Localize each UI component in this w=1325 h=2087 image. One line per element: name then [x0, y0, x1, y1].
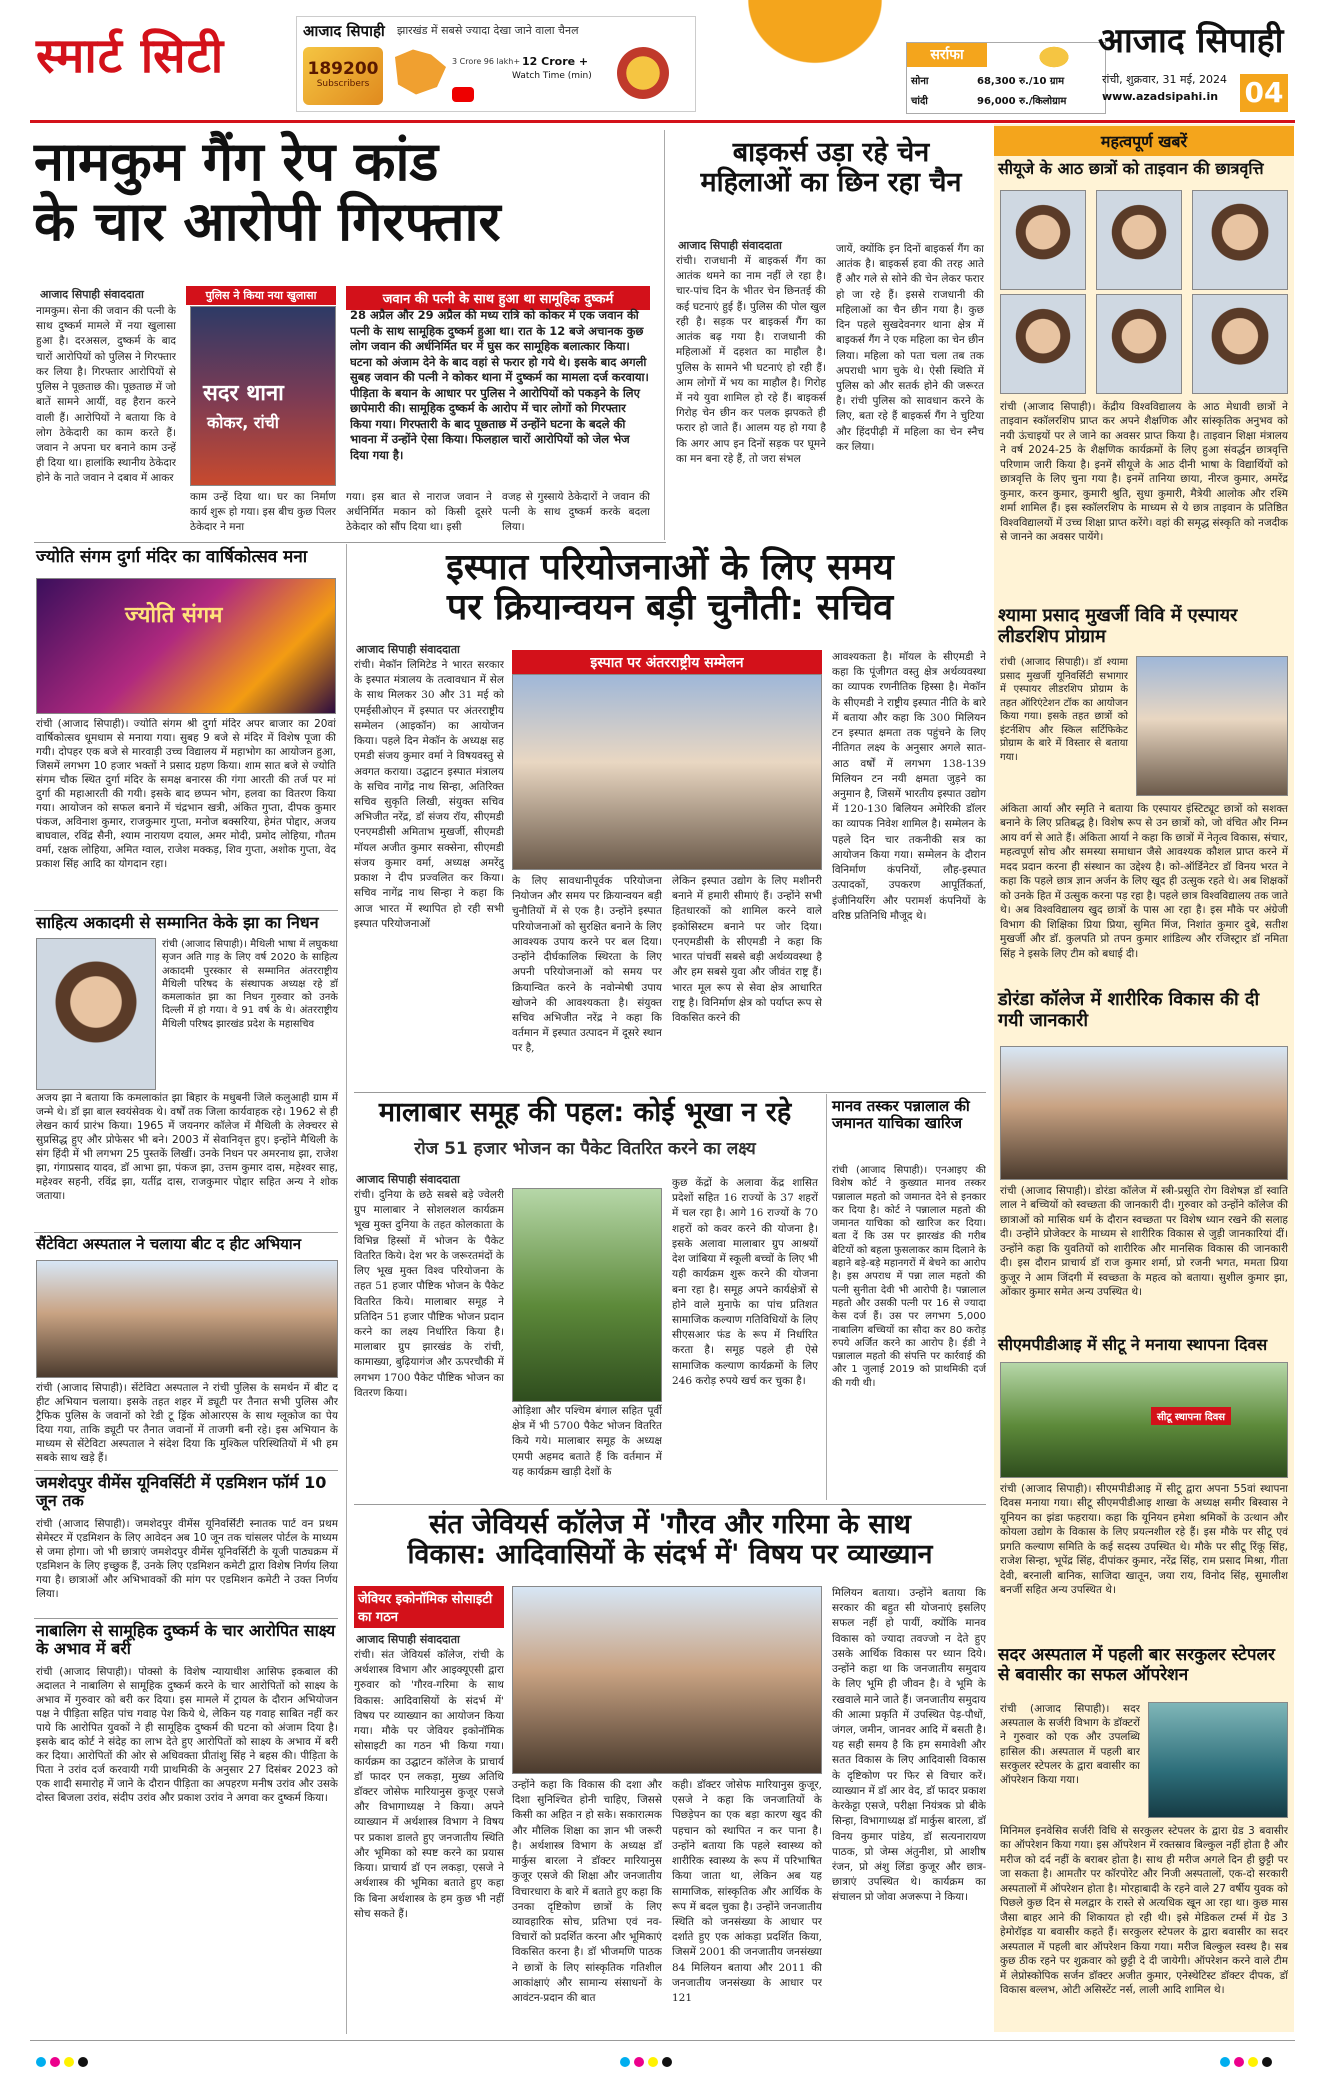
malabar-photo [512, 1188, 662, 1402]
ispat-col2: के लिए सावधानीपूर्वक परियोजना नियोजन और समय पर क्रियान्वयन बड़ी चुनौतियों में से एक है। उन्होंने इस्पात परियोजनाओं को सुरक्षित बनाने के लिए आवश्यक उपाय करने पर बल दिया। उन्होंने दीर्घकालिक स्थिरता के लिए अपनी परियोजनाओं को समय पर क्रियान्वित करने के नवोन्मेषी उपाय खोजने की आवश्यकता है। संयुक्त सचिव अभिजीत नरेंद्र ने कहा कि वर्तमान में इस्पात उत्पादन में दूसरे स्थान पर है, [512, 875, 662, 1055]
footer-rule [30, 2040, 1295, 2041]
malabar-headline: मालाबार समूह की पहल: कोई भूखा न रहे [378, 1097, 792, 1128]
jyoti-headline: ज्योति संगम दुर्गा मंदिर का वार्षिकोत्सव मना [36, 547, 308, 567]
sadar-body: मिनिमल इनवेसिव सर्जरी विधि से सरकुलर स्टेपलर के द्वारा ग्रेड 3 बवासीर का ऑपरेशन किया गया। इस ऑपरेशन में रक्तस्राव बिल्कुल नहीं होता है और मरीज को दर्द नहीं के बराबर होता है। साथ ही मरीज अगले दिन ही छुट्टी पर जा सकता है। आमतौर पर कॉरपोरेट और निजी अस्पतालों, एक-दो सरकारी अस्पतालों में ऑपरेशन होता है। मोरहाबादी के रहने वाले 27 वर्षीय युवक को पिछले कुछ दिन से मलद्वार के रास्ते से अत्यधिक खून आ रहा था। कुछ मास जैसा बाहर आने की शिकायत हो रही थी। इसे मेडिकल टर्म्स में ग्रेड 3 हेमोरॉइड या बवासीर कहते हैं। सरकुलर स्टेपलर के द्वारा बवासीर का सदर अस्पताल में पहली बार ऑपरेशन किया गया। मरीज बिल्कुल स्वस्थ है। सब कुछ ठीक रहने पर शुक्रवार को छुट्टी दे दी जायेगी। ऑपरेशन करने वाले टीम में लेप्रोस्कोपिक सर्जन डॉक्टर अजीत कुमार, एनेस्थेटिस्ट डॉक्टर दीपक, डॉ विकास बल्लभ, ओटी असिस्टेंट नर्स, लाली आदि शामिल थे। [1000, 1825, 1288, 1997]
xavier-headline-line2: विकास: आदिवासियों के संदर्भ में' विषय पर व्याख्यान [407, 1539, 933, 1571]
cuj-body: रांची (आजाद सिपाही)। केंद्रीय विश्वविद्यालय के आठ मेधावी छात्रों ने ताइवान स्कॉलरशिप प्राप्त कर अपने शैक्षणिक और सांस्कृतिक अनुभव को नयी ऊंचाइयों पर ले जाने का अवसर प्राप्त किया है। ताइवान शिक्षा मंत्रालय ने वर्ष 2024-25 के शैक्षणिक कार्यक्रमों के लिए हुआ संवर्द्धन छात्रवृत्ति परिणाम जारी किया है। इनमें सीयूजे के आठ दीनी भाषा के विद्यार्थियों को छात्रवृत्ति के लिए चुना गया है। इनमें तानिया छाया, नीरज कुमार, अमरेंद्र कुमार, करन कुमार, कुमारी श्रुति, सुधा कुमारी, मैत्रेयी आलोक और रश्मि शर्मा शामिल हैं। इस स्कॉलरशिप के माध्यम से ये छात्र ताइवान के प्रतिष्ठित विश्वविद्यालयों में उच्च शिक्षा प्राप्त करेंगे। वहां की समृद्ध संस्कृति को नजदीक से जानने का अवसर पायेंगे। [1000, 401, 1288, 544]
sahitya-portrait [36, 938, 156, 1090]
xavier-col1: रांची। संत जेवियर्स कॉलेज, रांची के अर्थशास्त्र विभाग और आइक्यूएसी द्वारा गुरुवार को 'गौरव-गरिमा के साथ विकास: आदिवासियों के संदर्भ में' विषय पर व्याख्यान का आयोजन किया गया। मौके पर जेवियर इकोनॉमिक सोसाइटी का गठन भी किया गया। कार्यक्रम का उद्घाटन कॉलेज के प्राचार्य डॉ फादर एन लकड़ा, मुख्य अतिथि डॉक्टर जोसेफ मारियानुस कुजूर एसजे और विभागाध्यक्ष ने किया। अपने व्याख्यान में अर्थशास्त्र विभाग ने विषय पर प्रकाश डालते हुए जनजातीय स्थिति और भूमिका को स्पष्ट करने का प्रयास किया। प्राचार्य डॉ एन लकड़ा, एसजे ने अर्थशास्त्र की भूमिका बताते हुए कहा कि बिना अर्थशास्त्र के हम कुछ भी नहीं सोच सकते हैं। [354, 1649, 504, 1920]
doranda-headline: डोरंडा कॉलेज में शारीरिक विकास की दी गयी जानकारी [998, 989, 1260, 1031]
ispat-photo [512, 674, 822, 870]
award-badge-icon [617, 47, 669, 99]
tasker-divider [826, 1094, 827, 1500]
ispat-headline-line2: पर क्रियान्वयन बड़ी चुनौती: सचिव [446, 587, 894, 629]
cuj-photo-4 [1000, 294, 1086, 394]
cuj-photo-2 [1096, 190, 1182, 290]
date-line: रांची, शुक्रवार, 31 मई, 2024 [1102, 73, 1228, 86]
doranda-body: रांची (आजाद सिपाही)। डोरंडा कॉलेज में स्त्री-प्रसूति रोग विशेषज्ञ डॉ स्वाति लाल ने बच्चियों को स्वच्छता की जानकारी दी। गुरुवार को उन्होंने कॉलेज की छात्राओं को मासिक धर्म के दौरान स्वच्छता पर विशेष ध्यान रखने की सलाह दी। उन्होंने प्रोजेक्टर के माध्यम से शारीरिक विकास से जुड़ी जानकारियां दीं। उन्होंने कहा कि युवतियों को शारीरिक और मानसिक विकास की जानकारी दी। इस दौरान प्राचार्य डॉ राज कुमार शर्मा, प्रो रजनी भगत, ममता प्रिया कुजूर ने आम जिंदगी में स्वच्छता के महत्व को बताया। सुशील कुमार झा, ओंकार कुमार समेत अन्य उपस्थित थे। [1000, 1185, 1288, 1299]
lead-headline-line2: के चार आरोपी गिरफ्तार [34, 190, 501, 254]
masthead [0, 0, 1325, 118]
masthead-rule [30, 120, 1295, 123]
nabalig-headline: नाबालिग से सामूहिक दुष्कर्म के चार आरोपित साक्ष्य के अभाव में बरी [36, 1621, 336, 1658]
cmpdi-headline: सीएमपीडीआइ में सीटू ने मनाया स्थापना दिवस [998, 1335, 1268, 1354]
bikers-headline-line2: महिलाओं का छिन रहा चैन [700, 167, 962, 199]
ad-watch: 12 Crore + [522, 55, 589, 68]
ispat-col4: आवश्यकता है। मॉयल के सीएमडी ने कहा कि पूंजीगत वस्तु क्षेत्र अर्थव्यवस्था का व्यापक रणनीतिक हिस्सा है। मेकॉन के सीएमडी ने राष्ट्रीय इस्पात नीति के बारे में बताया और कहा कि 300 मिलियन टन इस्पात क्षमता तक पहुंचने के लिए नीतिगत लक्ष्य के अनुसार अगले सात-आठ वर्षों में लगभग 138-139 मिलियन टन नयी क्षमता जुड़ने का अनुमान है, जिसमें भारतीय इस्पात उद्योग में 120-130 बिलियन अमेरिकी डॉलर का व्यापक निवेश शामिल है। सम्मेलन के पहले दिन चार तकनीकी सत्र का आयोजन किया गया। सम्मेलन के दौरान विनिर्माण कंपनियों, लौह-इस्पात उत्पादकों, उपकरण आपूर्तिकर्ता, इंजीनियरिंग और परामर्श कंपनियों के वरिष्ठ प्रतिनिधि मौजूद थे। [832, 651, 986, 922]
lead-photo-label: पुलिस ने किया नया खुलासा [186, 286, 336, 305]
website: www.azadsipahi.in [1102, 90, 1219, 103]
lead-col4: वजह से गुस्साये ठेकेदारों ने जवान की पत्नी के साथ दुष्कर्म करके बदला लिया। [502, 491, 650, 534]
registration-marks-center [620, 2052, 676, 2071]
xavier-headline [354, 1510, 986, 1570]
smpu-photo [1136, 656, 1288, 796]
jamshedpur-headline: जमशेदपुर वीमेंस यूनिवर्सिटी में एडमिशन फॉर्म 10 जून तक [36, 1473, 327, 1510]
ispat-headline [354, 548, 986, 629]
malabar-byline: आजाद सिपाही संवाददाता [356, 1173, 460, 1186]
lead-headline [34, 132, 654, 253]
bullion-label: सर्राफा [907, 43, 987, 67]
left-rule-2 [34, 910, 338, 911]
gold-price: 68,300 रु./10 ग्राम [977, 76, 1065, 87]
page-number: 04 [1240, 74, 1288, 112]
bikers-byline: आजाद सिपाही संवाददाता [678, 239, 782, 252]
xavier-col3: कही। डॉक्टर जोसेफ मारियानुस कुजूर, एसजे ने कहा कि जनजातियों के पिछड़ेपन का एक बड़ा कारण खुद की पहचान को स्थापित न कर पाना है। उन्होंने बताया कि पहले स्वास्थ्य को शारीरिक स्वास्थ्य के रूप में परिभाषित किया जाता था, लेकिन अब यह सामाजिक, सांस्कृतिक और आर्थिक के रूप में बदल चुका है। उन्होंने जनजातीय स्थिति को जनसंख्या के आधार पर दर्शाते हुए एक आंकड़ा प्रदर्शित किया, जिसमें 2001 की जनजातीय जनसंख्या 84 मिलियन बताया और 2011 की जनजातीय जनसंख्या के आधार पर 121 [672, 1779, 822, 2005]
sahitya-body: अजय झा ने बताया कि कमलाकांत झा बिहार के मधुबनी जिले कलुआही ग्राम में जन्मे थे। डॉ झा बाल स्वयंसेवक थे। वर्षों तक जिला कार्यवाहक रहे। 1962 से ही लेखन कार्य प्रारंभ किया। 1965 में जयनगर कॉलेज में मैथिली के लेक्चरर से सुप्रसिद्ध हुए और प्रोफेसर भी बने। 2003 में सेवानिवृत्त हुए। इन्होंने मैथिली के संग हिंदी में भी लगभग 25 पुस्तकें लिखीं। उनके निधन पर अमरनाथ झा, राजेश झा, गंगाप्रसाद यादव, डॉ आभा झा, पंकज झा, उत्तम कुमार दास, महेश्वर साह, महेश्वर सहनी, रविंद्र झा, यतींद्र दास, राजकुमार पोद्दार सहित अन्य ने शोक जताया। [36, 1092, 338, 1202]
left-rule-1 [34, 542, 666, 543]
ad-views: 3 Crore 96 lakh+ [452, 57, 521, 66]
police-station-photo [190, 306, 336, 486]
jyoti-photo [36, 578, 336, 714]
lead-subtext: 28 अप्रैल और 29 अप्रैल की मध्य रात्रि को कोकर में एक जवान की पत्नी के साथ सामूहिक दुष्कर्म हुआ था। रात के 12 बजे अचानक कुछ लोग जवान की अर्धनिर्मित घर में घुस कर सामूहिक बलात्कार किया। घटना को अंजाम देने के बाद वहां से फरार हो गये थे। इसके बाद अगली सुबह जवान की पत्नी ने कोकर थाना में दुष्कर्म का मामला दर्ज करवाया। पीड़िता के बयान के आधार पर पुलिस ने आरोपियों को पकड़ने के लिए छापेमारी की। सामूहिक दुष्कर्म के आरोप में चार लोगों को गिरफ्तार किया गया। गिरफ्तारी के बाद पूछताछ में उन्होंने घटना के बदले की भावना में उन्होंने ऐसा किया। फिलहाल चारों आरोपियों को जेल भेज दिया गया है। [350, 308, 649, 462]
subscriber-badge [303, 47, 383, 105]
cuj-photo-1 [1000, 190, 1086, 290]
bikers-col1: रांची। राजधानी में बाइकर्स गैंग का आतंक थमने का नाम नहीं ले रहा है। चार-पांच दिन के भीतर चेन छिनतई की कई घटनाएं हुई हैं। पुलिस की पोल खुल रही है। सड़क पर बाइकर्स गैंग का आतंक बढ़ गया है। राजधानी की महिलाओं में दहशत का माहौल है। पुलिस के सामने भी घटनाएं हो रही हैं। आम लोगों में भय का माहौल है। गिरोह में नये युवा शामिल हो रहे हैं। बाइकर्स गिरोह चेन छीन कर पलक झपकते ही फरार हो जाते हैं। आलम यह हो गया है कि अगर आप इन दिनों सड़क पर घूमने का मन बना रहे हैं, तो जरा संभल [676, 255, 826, 465]
ad-tagline: झारखंड में सबसे ज्यादा देखा जाने वाला चैनल [397, 24, 579, 37]
photo-board: सदर थाना [203, 381, 284, 406]
jharkhand-map-icon [389, 47, 449, 97]
smpu-headline: श्यामा प्रसाद मुखर्जी विवि में एस्पायर लीडरशिप प्रोग्राम [998, 605, 1238, 647]
xavier-photo [512, 1586, 822, 1774]
lead-headline-line1: नामकुम गैंग रेप कांड [34, 130, 439, 193]
jyoti-photo-text: ज्योति संगम [125, 603, 223, 628]
sidebar-header: महत्वपूर्ण खबरें [994, 126, 1294, 156]
lead-subhead: जवान की पत्नी के साथ हुआ था सामूहिक दुष्कर्म [346, 286, 650, 310]
ispat-headline-line1: इस्पात परियोजनाओं के लिए समय [446, 547, 894, 588]
jyoti-body: रांची (आजाद सिपाही)। ज्योति संगम श्री दुर्गा मंदिर अपर बाजार का 20वां वार्षिकोत्सव धूमधाम से मनाया गया। सुबह 9 बजे से मंदिर में विशेष पूजा की गयी। दोपहर एक बजे से मारवाड़ी उच्च विद्यालय में महाभोग का आयोजन हुआ, जिसमें लगभग 10 हजार भक्तों ने प्रसाद ग्रहण किया। शाम सात बजे से ज्योति संगम चौक स्थित दुर्गा मंदिर के समक्ष बनारस की गंगा आरती की तर्ज पर मां दुर्गा की महाआरती की गयी। इसके बाद छप्पन भोग, हलवा का वितरण किया गया। आयोजन को सफल बनाने में चंद्रभान खत्री, अंकित गुप्ता, दीपक कुमार पंकज, अविनाश कुमार, राजकुमार गुप्ता, मनोज बक्सरिया, हेमंत पोद्दार, अजय बाघवाल, रविंद्र सैनी, श्याम नारायण दयाल, अमर मोदी, प्रमोद लोहिया, गौतम वर्मा, रक्षक लोहिया, अमित ग्वाल, राजेश मक्कड़, शिव गुप्ता, अशोक गुप्ता, वेद प्रकाश सिंह आदि का योगदान रहा। [36, 718, 336, 870]
section-title: स्मार्ट सिटी [36, 28, 225, 84]
xavier-col4: मिलियन बताया। उन्होंने बताया कि सरकार की बहुत सी योजनाएं इसलिए सफल नहीं हो पायीं, क्योंकि मानव विकास को ज्यादा तवज्जो न देते हुए उसके आर्थिक विकास पर ध्यान दिये। उन्होंने कहा था कि जनजातीय समुदाय के लिए भूमि ही जीवन है। वे भूमि के रखवाले माने जाते हैं। जनजातीय समुदाय की आत्मा प्रकृति में उपस्थित पेड़-पौधों, जंगल, जमीन, जानवर आदि में बसती है। यह सही समय है कि हम समावेशी और सतत विकास के लिए आदिवासी विकास के दृष्टिकोण पर फिर से विचार करें। व्याख्यान में डॉ आर वेद, डॉ फादर प्रकाश केरकेट्टा एसजे, परीक्षा नियंत्रक प्रो बीके सिन्हा, विभागाध्यक्ष डॉ मार्कुस बारला, डॉ विनय कुमार पांडेय, डॉ सत्यनारायण पाठक, प्रो जेम्स अंतुनीश, प्रो आशीष रंजन, प्रो अंशु लिंडा कुजूर और छात्र-छात्राएं उपस्थित थे। कार्यक्रम का संचालन प्रो जोवा अजरूपा ने किया। [832, 1587, 986, 1904]
sahitya-intro: रांची (आजाद सिपाही)। मैथिली भाषा में लघुकथा सृजन अति गाड़ के लिए वर्ष 2020 के साहित्य अकादमी पुरस्कार से सम्मानित अंतरराष्ट्रीय मैथिली परिषद के संस्थापक अध्यक्ष रहे डॉ कमलाकांत झा का निधन गुरुवार को उनके दिल्ली में हो गया। वे 91 वर्ष के थे। अंतरराष्ट्रीय मैथिली परिषद झारखंड प्रदेश के महासचिव [162, 939, 338, 1030]
bikers-col2: जायें, क्योंकि इन दिनों बाइकर्स गैंग का आतंक है। बाइकर्स हवा की तरह आते हैं और गले से सोने की चेन लेकर फरार हो जा रहे हैं। इससे राजधानी की महिलाओं का चैन छीन गया है। कुछ दिन पहले सुखदेवनगर थाना क्षेत्र में बाइकर्स गैंग ने एक महिला का चेन छीन लिया। महिला को पता चला तब तक अपराधी भाग चुके थे। ऐसी स्थिति में पुलिस को और सतर्क होने की जरूरत है। रांची पुलिस को सावधान करने के लिए, बता रहे हैं बाइकर्स गैंग ने चुटिया और हिंदपीढ़ी में महिला का चेन स्नैच कर लिया। [836, 243, 984, 453]
xavier-box-head: जेवियर इकोनॉमिक सोसाइटी का गठन [354, 1586, 504, 1628]
ispat-photo-label: इस्पात पर अंतरराष्ट्रीय सम्मेलन [512, 650, 822, 675]
lead-col1: नामकुम। सेना की जवान की पत्नी के साथ दुष्कर्म मामले में नया खुलासा हुआ है। दरअसल, दुष्कर्म के बाद चारों आरोपियों को पुलिस ने गिरफ्तार कर लिया है। गिरफ्तार आरोपियों से पुलिस ने पूछताछ की। पूछताछ में जो बातें सामने आयीं, वह हैरान करने वाली हैं। आरोपियों ने बताया कि वे लोग ठेकेदारी का काम करते हैं। जवान ने अपना घर बनाने काम उन्हें ही दिया था। हालांकि स्थानीय ठेकेदार होने के नाते जवान ने दबाव में आकर [36, 305, 176, 485]
xavier-col2: उन्होंने कहा कि विकास की दशा और दिशा सुनिश्चित होनी चाहिए, जिससे किसी का अहित न हो सके। सकारात्मक और मौलिक शिक्षा का ज्ञान भी जरूरी है। अर्थशास्त्र विभाग के अध्यक्ष डॉ मार्कुस बारला ने डॉक्टर मारियानुस कुजूर एसजे की शिक्षा और जनजातीय विचारधारा के बारे में बताते हुए कहा कि उनका दृष्टिकोण छात्रों के लिए व्यावहारिक सोच, प्रतिभा एवं नव-विचारों को प्रदर्शित करना और भूमिकाएं विकसित करना है। डॉ भीजमणि पाठक ने छात्रों के लिए सांस्कृतिक गतिशील आकांक्षाएं और सामान्य संसाधनों के आवंटन-प्रदान की बात [512, 1779, 662, 2005]
youtube-icon [452, 87, 474, 102]
registration-marks-right [1220, 2052, 1276, 2071]
cuj-photo-5 [1096, 294, 1182, 394]
ad-subscribers-label: Subscribers [316, 79, 370, 89]
tasker-body: रांची (आजाद सिपाही)। एनआइए की विशेष कोर्ट ने कुख्यात मानव तस्कर पन्नालाल महतो को जमानत देने से इनकार कर दिया है। कोर्ट ने पन्नालाल महतो की जमानत याचिका को खारिज कर दिया। बता दें कि उस पर झारखंड की गरीब बेटियों को बहला फुसलाकर काम दिलाने के बहाने बड़े-बड़े महानगरों में बेचने का आरोप है। इस अपराध में पन्ना लाल महतो की पत्नी सुनीता देवी भी आरोपी है। पन्नालाल महतो और उसकी पत्नी पर 16 से ज्यादा केस दर्ज हैं। उस पर लगभग 5,000 नाबालिग बच्चियों का सौदा कर 80 करोड़ रुपये अर्जित करने का आरोप है। ईडी ने पन्नालाल महतो की संपत्ति पर कार्रवाई की और 1 जुलाई 2019 को प्राथमिकी दर्ज की गयी थी। [832, 1165, 986, 1389]
lead-col3: गया। इस बात से नाराज जवान ने अर्धनिर्मित मकान को किसी दूसरे ठेकेदार को सौंप दिया था। इसी [346, 491, 492, 534]
xavier-headline-line1: संत जेवियर्स कॉलेज में 'गौरव और गरिमा के साथ [429, 1509, 911, 1540]
pen-nib-icon [730, 0, 900, 80]
xavier-byline: आजाद सिपाही संवाददाता [356, 1633, 460, 1646]
malabar-col1: रांची। दुनिया के छठे सबसे बड़े ज्वेलरी ग्रुप मालाबार ने सोशलशल कार्यक्रम भूख मुक्त दुनिया के तहत कोलकाता के विभिन्न हिस्सों में भोजन के पैकेट वितरित किये। देश भर के जरूरतमंदों के लिए भूख मुक्त विश्व परियोजना के तहत 51 हजार पौष्टिक भोजन के पैकेट वितरित किये। मालाबार समूह ने प्रतिदिन 51 हजार पौष्टिक भोजन प्रदान करने का लक्ष्य निर्धारित किया है। मालाबार ग्रुप झारखंड के रांची, कामाख्या, बुढ़ियागंज और ऊपरचौकी में लगभग 1700 पैकेट पौष्टिक भोजन का वितरण किया। [354, 1189, 504, 1399]
ispat-byline: आजाद सिपाही संवाददाता [356, 643, 460, 656]
ispat-col3: लेकिन इस्पात उद्योग के लिए मशीनरी बनाने में हमारी सीमाएं हैं। उन्होंने सभी हितधारकों को शामिल करने वाले इकोसिस्टम बनाने पर जोर दिया। एनएमडीसी के सीएमडी ने कहा कि भारत पांचवीं सबसे बड़ी अर्थव्यवस्था है और हम सबसे युवा और जीवंत राष्ट्र हैं। भारत मूल रूप से सेवा क्षेत्र आधारित राष्ट्र है। विनिर्माण क्षेत्र को पर्याप्त रूप से विकसित करने की [672, 875, 822, 1024]
bullion-box [906, 42, 1106, 114]
left-rule-5 [34, 1618, 338, 1619]
nabalig-body: रांची (आजाद सिपाही)। पोक्सो के विशेष न्यायाधीश आसिफ इकबाल की अदालत ने नाबालिग से सामूहिक दुष्कर्म करने के चार आरोपितों को साक्ष्य के अभाव में गुरुवार को बरी कर दिया। इस मामले में ट्रायल के दौरान अभियोजन पक्ष ने पीड़िता सहित पांच गवाह पेश किये थे, लेकिन यह गवाह साबित नहीं कर पाये कि आरोपित युवकों ने ही सामूहिक दुष्कर्म की घटना को अंजाम दिया है। इसके बाद कोर्ट ने संदेह का लाभ देते हुए आरोपितों को साक्ष्य के अभाव में बरी कर दिया। आरोपितों की ओर से अधिवक्ता प्रीतांशु सिंह ने बहस की। पीड़िता के पिता ने उरांव दर्ज करवायी गयी प्राथमिकी के अनुसार 27 दिसंबर 2023 को एक शादी समारोह में जाने के दौरान पीड़िता का अपहरण मनीष उरांव और उसके दोस्त बिजला उरांव, संदीप उरांव और प्रकाश उरांव ने अगवा कर दुष्कर्म किया। [36, 1666, 338, 1804]
cmpdi-photo [1000, 1362, 1288, 1478]
jamshedpur-body: रांची (आजाद सिपाही)। जमशेदपुर वीमेंस यूनिवर्सिटी स्नातक पार्ट वन प्रथम सेमेस्टर में एडमिशन के लिए आवेदन अब 10 जून तक चांसलर पोर्टल के माध्यम से जमा होगा। जो भी छात्राएं जमशेदपुर वीमेंस यूनिवर्सिटी के यूजी पाठ्यक्रम में एडमिशन के लिए इच्छुक हैं, उनके लिए एडमिशन कमेटी द्वारा विशेष निर्णय लिया गया है। छात्राओं और अभिभावकों की मांग पर एडमिशन कमेटी ने उक्त निर्णय लिया। [36, 1518, 338, 1600]
smpu-intro: रांची (आजाद सिपाही)। डॉ श्यामा प्रसाद मुखर्जी यूनिवर्सिटी सभागार में एस्पायर लीडरशिप प्रोग्राम के तहत ऑरिएंटेशन टॉक का आयोजन किया गया। इसके तहत छात्रों को इंटर्नशिप और स्किल सर्टिफिकेट प्रोग्राम के बारे में विस्तार से बताया गया। [1000, 657, 1128, 763]
ad-brand: आजाद सिपाही [303, 22, 385, 40]
mid-rule-1 [354, 1092, 986, 1093]
santevita-photo [36, 1260, 338, 1378]
silver-label: चांदी [911, 96, 928, 107]
cmpdi-banner: सीटू स्थापना दिवस [1151, 1407, 1231, 1425]
cmpdi-body: रांची (आजाद सिपाही)। सीएमपीडीआइ में सीटू द्वारा अपना 55वां स्थापना दिवस मनाया गया। सीटू सीएमपीडीआइ शाखा के अध्यक्ष समीर बिस्वास ने यूनियन का झंडा फहराया। कहा कि यूनियन हमेशा श्रमिकों के उत्थान और कोयला उद्योग के विकास के लिए प्रयत्नशील रहे हैं। इस मौके पर सीटू एवं प्रगति कल्याण समिति के कई सदस्य उपस्थित थे। मौके पर सीटू रिंकू सिंह, राजेश सिन्हा, भूपेंद्र सिंह, दीपांकर कुमार, नरेंद्र सिंह, राम प्रसाद मिश्रा, गीता देवी, बरनाली बानिक, साजिदा खातून, जया राय, विनोद सिंह, सुमालीश बनर्जी सहित अन्य उपस्थित थे। [1000, 1483, 1288, 1597]
photo-board2: कोकर, रांची [207, 413, 279, 432]
sadar-headline: सदर अस्पताल में पहली बार सरकुलर स्टेपलर से बवासीर का सफल ऑपरेशन [998, 1645, 1275, 1685]
cuj-photo-3 [1192, 190, 1288, 290]
registration-marks [36, 2052, 92, 2071]
ispat-col1: रांची। मेकॉन लिमिटेड ने भारत सरकार के इस्पात मंत्रालय के तत्वावधान में सेल के साथ मिलकर 30 और 31 मई को एमईसीओएन में इस्पात पर अंतरराष्ट्रीय सम्मेलन (आइकॉन) का आयोजन किया। पहले दिन मेकॉन के अध्यक्ष सह एमडी संजय कुमार वर्मा ने विषयवस्तु से अवगत कराया। उद्घाटन इस्पात मंत्रालय के सचिव नागेंद्र नाथ सिन्हा, अतिरिक्त सचिव सुकृति लिखी, संयुक्त सचिव अभिजीत नरेंद्र, डॉ संजय रॉय, सीएमडी एनएमडीसी अमिताभ मुखर्जी, सीएमडी मॉयल अजीत कुमार सक्सेना, सीएमडी संजय कुमार वर्मा, अध्यक्ष अमरेंदु प्रकाश ने दीप प्रज्वलित कर किया। सचिव नागेंद्र नाथ सिन्हा ने कहा कि आज भारत में स्थापित हो रही सभी इस्पात परियोजनाओं [354, 659, 504, 930]
malabar-col2: ओड़िशा और पश्चिम बंगाल सहित पूर्वी क्षेत्र में भी 5700 पैकेट भोजन वितरित किये गये। मालाबार समूह के अध्यक्ष एमपी अहमद बताते हैं कि वर्तमान में यह कार्यक्रम खाड़ी देशों के [512, 1405, 662, 1478]
tasker-headline: मानव तस्कर पन्नालाल की जमानत याचिका खारिज [832, 1097, 970, 1132]
malabar-col3: कुछ केंद्रों के अलावा केंद्र शासित प्रदेशों सहित 16 राज्यों के 37 शहरों में चल रहा है। आगे 16 राज्यों के 70 शहरों को कवर करने की योजना है। इसके अलावा मालाबार ग्रुप आश्रयों देश जांबिया में स्कूली बच्चों के लिए भी यही कार्यक्रम शुरू करने की योजना बना रहा है। समूह अपने कार्यक्षेत्रों से होने वाले मुनाफे का पांच प्रतिशत सामाजिक कल्याण गतिविधियों के लिए सीएसआर फंड के रूप में निर्धारित करता है। समूह पहले ही ऐसे सामाजिक कल्याण कार्यक्रमों के लिए 246 करोड़ रुपये खर्च कर चुका है। [672, 1177, 818, 1387]
sadar-photo [1148, 1702, 1288, 1818]
left-rule-3 [34, 1232, 338, 1233]
channel-ad [296, 16, 696, 112]
malabar-subhead: रोज 51 हजार भोजन का पैकेट वितरित करने का लक्ष्य [414, 1139, 756, 1159]
bikers-headline-line1: बाइकर्स उड़ा रहे चेन [732, 137, 930, 168]
lead-divider [664, 130, 665, 540]
sadar-intro: रांची (आजाद सिपाही)। सदर अस्पताल के सर्जरी विभाग के डॉक्टरों ने गुरुवार को एक और उपलब्धि हासिल की। अस्पताल में पहली बार सरकुलर स्टेपलर के द्वारा बवासीर का ऑपरेशन किया गया। [1000, 1703, 1140, 1786]
cuj-photo-6 [1192, 294, 1288, 394]
lead-byline: आजाद सिपाही संवाददाता [40, 288, 144, 301]
silver-price: 96,000 रु./किलोग्राम [977, 96, 1067, 107]
left-divider [346, 544, 347, 2034]
doranda-photo [1000, 1046, 1288, 1180]
gold-bag-icon [1037, 45, 1071, 69]
smpu-body: अंकिता आर्या और स्मृति ने बताया कि एस्पायर इंस्टिट्यूट छात्रों को सशक्त बनाने के लिए प्रतिबद्ध है। विशेष रूप से उन छात्रों को, जो वंचित और निम्न आय वर्ग से आते हैं। अंकिता आर्या ने कहा कि छात्रों में नेतृत्व विकास, संचार, महत्वपूर्ण सोच और समस्या समाधान जैसे आवश्यक कौशल प्राप्त करने में मदद प्रदान करना ही संस्थान का उद्देश्य है। को-ऑर्डिनेटर डॉ विनय भरत ने कहा कि पहले छात्र ज्ञान अर्जन के लिए खूद ही उत्सुक रहते थे। अब शिक्षकों को उनके हित में उत्सुक करना पड़ रहा है। पहले छात्र विश्वविद्यालय तक जाते थे। अब विश्वविद्यालय खुद छात्रों के पास आ रहा है। इस मौके पर अंग्रेजी विभाग की शिक्षिका प्रिया प्रिया, सुमित मिंज, निशांत कुमार दुबे, सतीश मुखर्जी और डॉ. कुलपति प्रो तपन कुमार शांडिल्य और रजिस्ट्रार डॉ नमिता सिंह ने इसके लिए टीम को बधाई दी। [1000, 803, 1288, 960]
gold-label: सोना [911, 76, 929, 87]
santevita-body: रांची (आजाद सिपाही)। सेंटेविटा अस्पताल ने रांची पुलिस के समर्थन में बीट द हीट अभियान चलाया। इसके तहत शहर में ड्यूटी पर तैनात सभी पुलिस और ट्रैफिक पुलिस के जवानों को रेडी टू ड्रिंक ओआरएस के साथ ग्लूकोज का पेय दिया गया, ताकि ड्यूटी पर तैनात जवानों में ताजगी बनी रहे। इस अभियान के माध्यम से सेंटेविटा अस्पताल ने संदेश दिया कि मुश्किल परिस्थितियों में भी हम सबके साथ खड़े हैं। [36, 1382, 338, 1464]
mid-rule-2 [354, 1504, 986, 1505]
cuj-headline: सीयूजे के आठ छात्रों को ताइवान की छात्रवृत्ति [998, 159, 1264, 178]
ad-subscribers: 189200 [307, 59, 379, 79]
ad-watch-label: Watch Time (min) [512, 71, 592, 81]
sahitya-headline: साहित्य अकादमी से सम्मानित केके झा का निधन [36, 913, 319, 932]
lead-col2: काम उन्हें दिया था। घर का निर्माण कार्य शुरू हो गया। इस बीच कुछ पिलर ठेकेदार ने मना [190, 491, 336, 534]
paper-name: आजाद सिपाही [1098, 21, 1284, 61]
left-rule-4 [34, 1470, 338, 1471]
santevita-headline: सैंटेविटा अस्पताल ने चलाया बीट द हीट अभियान [36, 1235, 302, 1253]
bikers-headline [676, 138, 986, 198]
